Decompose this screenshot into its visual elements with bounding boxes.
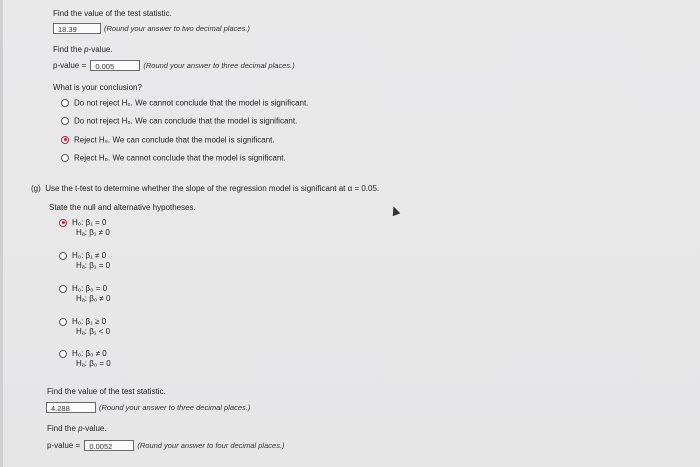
pvalue-prompt-f: Find the p-value. — [53, 45, 113, 54]
ha-text: Hₐ: β₁ ≠ 0 — [76, 228, 110, 237]
pvalue-hint-f: (Round your answer to three decimal places.) — [143, 61, 295, 70]
conclusion-option-3[interactable]: Reject H₀. We can conclude that the model is significant. — [61, 135, 275, 144]
hypotheses-prompt: State the null and alternative hypotheses. — [49, 203, 196, 212]
test-stat-prompt-g: Find the value of the test statistic. — [47, 387, 166, 396]
part-g-header — [31, 184, 379, 193]
h0-text: H₀: β₁ = 0 — [72, 218, 107, 227]
conclusion-option-4[interactable]: Reject H₀. We cannot conclude that the model is significant. — [61, 153, 286, 162]
hypothesis-option-3[interactable] — [59, 284, 110, 304]
pvalue-label-g: p-value = — [47, 441, 81, 450]
test-stat-input-f[interactable]: 18.39 — [53, 23, 101, 34]
radio-button-selected[interactable] — [59, 219, 67, 227]
pvalue-hint-g: (Round your answer to four decimal places.) — [137, 441, 285, 450]
test-stat-input-g[interactable]: 4.288 — [46, 402, 96, 413]
pvalue-prompt-g: Find the p-value. — [47, 424, 107, 433]
conclusion-option-2[interactable]: Do not reject H₀. We can conclude that the model is significant. — [61, 116, 297, 125]
radio-button[interactable] — [59, 350, 67, 358]
hypothesis-option-5[interactable] — [59, 349, 111, 369]
pvalue-input-f[interactable]: 0.005 — [90, 60, 140, 71]
pvalue-label-f: p-value = — [53, 61, 87, 70]
radio-button[interactable] — [61, 117, 69, 125]
ha-text: Hₐ: β₀ = 0 — [76, 359, 111, 368]
test-stat-hint-f: (Round your answer to two decimal places.) — [104, 24, 250, 33]
test-stat-prompt-f: Find the value of the test statistic. — [53, 9, 172, 18]
test-stat-row-g — [46, 402, 250, 413]
ha-text: Hₐ: β₁ = 0 — [76, 261, 111, 270]
mouse-cursor-icon — [390, 205, 401, 216]
part-g-label: (g) — [31, 184, 41, 193]
part-g-question: Use the t-test to determine whether the slope of the regression model is significant at α = 0.05. — [45, 184, 380, 193]
hypothesis-option-2[interactable] — [59, 251, 110, 271]
radio-button[interactable] — [61, 99, 69, 107]
h0-text: H₀: β₀ = 0 — [72, 284, 108, 293]
radio-button[interactable] — [59, 252, 67, 260]
pvalue-row-g — [47, 440, 285, 451]
h0-text: H₀: β₁ ≠ 0 — [72, 251, 107, 260]
h0-text: H₀: β₁ ≥ 0 — [72, 317, 107, 326]
hypothesis-option-1[interactable] — [59, 218, 110, 238]
hypothesis-option-4[interactable] — [59, 317, 110, 337]
conclusion-prompt: What is your conclusion? — [53, 83, 142, 92]
photo-edge — [0, 0, 3, 467]
ha-text: Hₐ: β₁ < 0 — [76, 327, 111, 336]
test-stat-hint-g: (Round your answer to three decimal places.) — [99, 403, 251, 412]
radio-button[interactable] — [59, 318, 67, 326]
h0-text: H₀: β₀ ≠ 0 — [72, 349, 107, 358]
pvalue-input-g[interactable]: 0.0052 — [84, 440, 134, 451]
radio-button[interactable] — [59, 285, 67, 293]
radio-button[interactable] — [61, 154, 69, 162]
ha-text: Hₐ: β₀ ≠ 0 — [76, 294, 111, 303]
test-stat-row-f — [53, 23, 250, 34]
conclusion-option-1[interactable]: Do not reject H₀. We cannot conclude that the model is significant. — [61, 98, 308, 107]
pvalue-row-f — [53, 60, 295, 71]
radio-button-selected[interactable] — [61, 136, 69, 144]
